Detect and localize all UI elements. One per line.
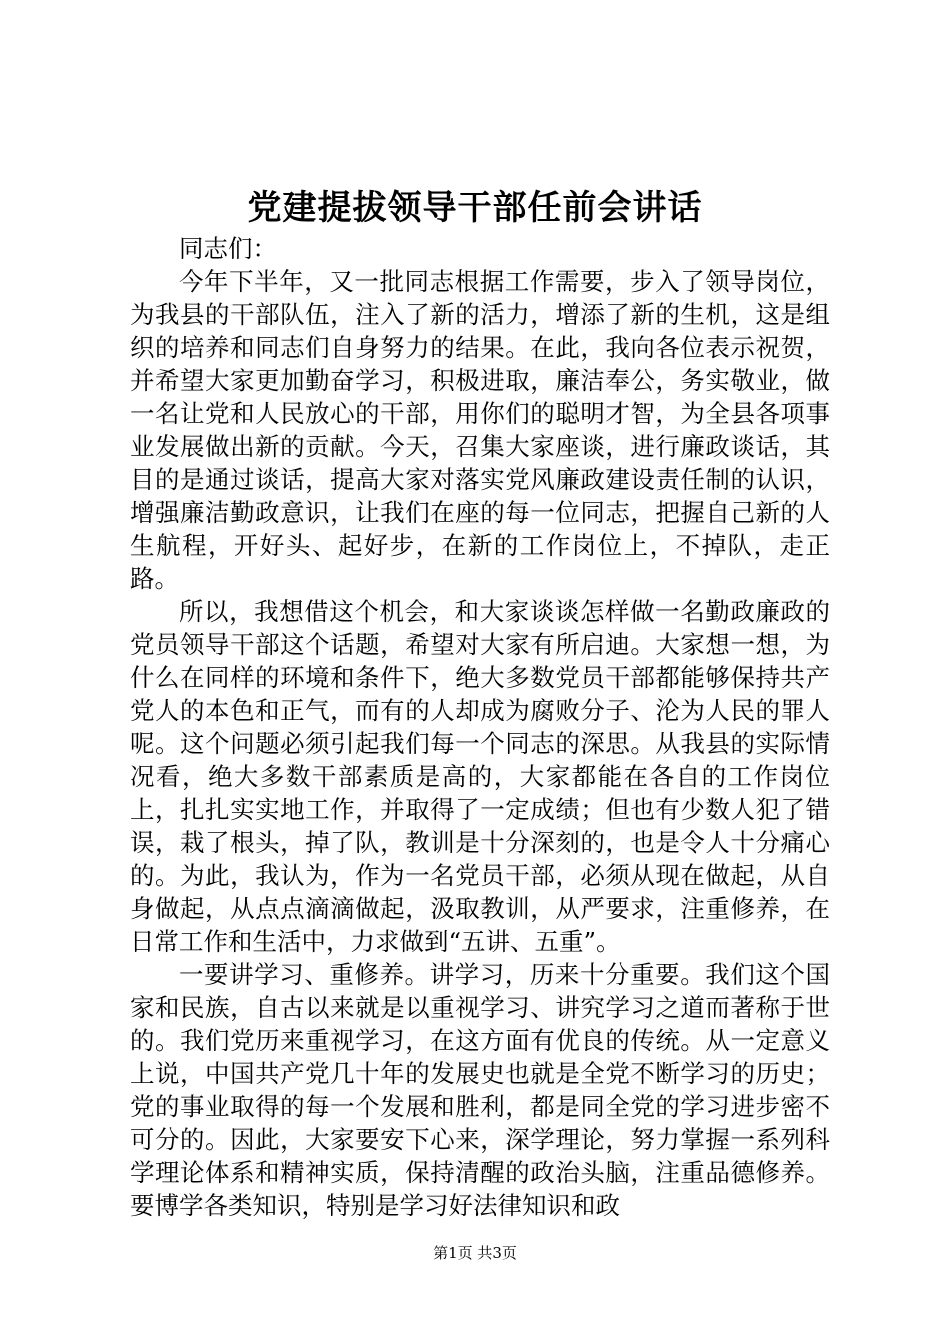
page-number-footer: 第1页 共3页 [433, 1244, 517, 1262]
paragraph-1: 今年下半年，又一批同志根据工作需要，步入了领导岗位，为我县的干部队伍，注入了新的活力，增添了新的生机，这是组织的培养和同志们自身努力的结果。在此，我向各位表示祝贺，并希望大家更加勤奋学习，积极进取，廉洁奉公，务实敬业，做一名让党和人民放心的干部，用你们的聪明才智，为全县各项事业发展做出新的贡献。今天，召集大家座谈，进行廉政谈话，其目的是通过谈话，提高大家对落实党风廉政建设责任制的认识，增强廉洁勤政意识，让我们在座的每一位同志，把握自己新的人生航程，开好头、起好步，在新的工作岗位上，不掉队，走正路。 [130, 267, 830, 593]
paragraph-3: 一要讲学习、重修养。讲学习，历来十分重要。我们这个国家和民族，自古以来就是以重视学习、讲究学习之道而著称于世的。我们党历来重视学习，在这方面有优良的传统。从一定意义上说，中国共产党几十年的发展史也就是全党不断学习的历史；党的事业取得的每一个发展和胜利，都是同全党的学习进步密不可分的。因此，大家要安下心来，深学理论，努力掌握一系列科学理论体系和精神实质，保持清醒的政治头脑，注重品德修养。要博学各类知识，特别是学习好法律知识和政 [130, 960, 830, 1220]
paragraph-2: 所以，我想借这个机会，和大家谈谈怎样做一名勤政廉政的党员领导干部这个话题，希望对大家有所启迪。大家想一想，为什么在同样的环境和条件下，绝大多数党员干部都能够保持共产党人的本色和正气，而有的人却成为腐败分子、沦为人民的罪人呢。这个问题必须引起我们每一个同志的深思。从我县的实际情况看，绝大多数干部素质是高的，大家都能在各自的工作岗位上，扎扎实实地工作，并取得了一定成绩；但也有少数人犯了错误，栽了根头，掉了队，教训是十分深刻的，也是令人十分痛心的。为此，我认为，作为一名党员干部，必须从现在做起，从自身做起，从点点滴滴做起，汲取教训，从严要求，注重修养，在日常工作和生活中，力求做到“五讲、五重”。 [130, 597, 830, 956]
greeting-line: 同志们： [179, 234, 277, 263]
document-body [130, 232, 830, 1222]
document-title: 党建提拔领导干部任前会讲话 [247, 188, 703, 228]
